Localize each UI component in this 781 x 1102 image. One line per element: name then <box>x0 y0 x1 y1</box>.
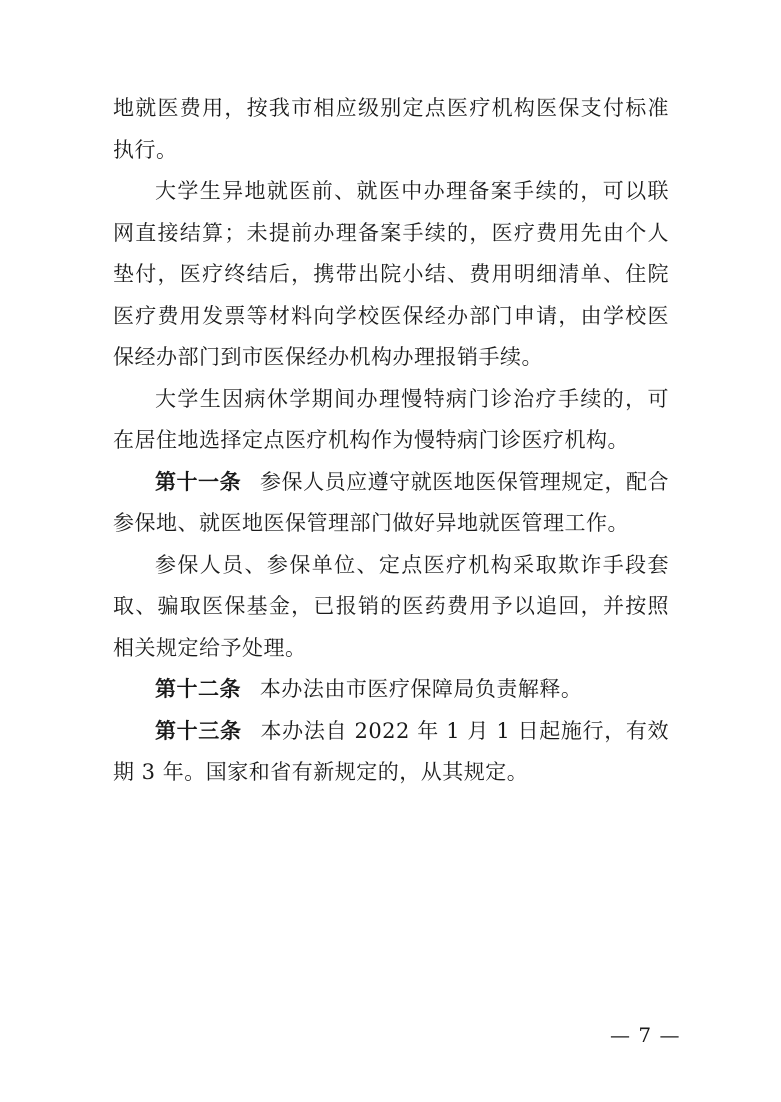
paragraph-text: 大学生因病休学期间办理慢特病门诊治疗手续的，可在居住地选择定点医疗机构作为慢特病门诊医疗机构。 <box>113 386 669 452</box>
paragraph-5 <box>113 545 669 670</box>
paragraph-text: 参保人员应遵守就医地医保管理规定，配合参保地、就医地医保管理部门做好异地就医管理工作。 <box>113 469 670 535</box>
paragraph-text: 本办法自 2022 年 1 月 1 日起施行，有效期 3 年。国家和省有新规定的，从其规定。 <box>113 718 670 784</box>
paragraph-text: 大学生异地就医前、就医中办理备案手续的，可以联网直接结算；未提前办理备案手续的，医疗费用先由个人垫付，医疗终结后，携带出院小结、费用明细清单、住院医疗费用发票等材料向学校医保经办部门申请，由学校医保经办部门到市医保经办机构办理报销手续。 <box>113 179 669 369</box>
article-12 <box>113 669 669 711</box>
article-heading: 第十三条 <box>155 718 242 743</box>
paragraph-3 <box>113 379 669 462</box>
article-13 <box>113 711 669 794</box>
article-heading: 第十一条 <box>155 469 242 494</box>
page-number: — 7 — <box>610 1023 681 1047</box>
article-heading: 第十二条 <box>155 677 241 701</box>
document-body <box>113 88 669 794</box>
paragraph-text: 本办法由市医疗保障局负责解释。 <box>259 677 583 701</box>
paragraph-2 <box>113 171 669 379</box>
article-11 <box>113 462 669 545</box>
paragraph-text: 参保人员、参保单位、定点医疗机构采取欺诈手段套取、骗取医保基金，已报销的医药费用予以追回，并按照相关规定给予处理。 <box>113 552 669 660</box>
paragraph-text: 地就医费用，按我市相应级别定点医疗机构医保支付标准执行。 <box>113 96 669 162</box>
paragraph-1 <box>113 88 669 171</box>
